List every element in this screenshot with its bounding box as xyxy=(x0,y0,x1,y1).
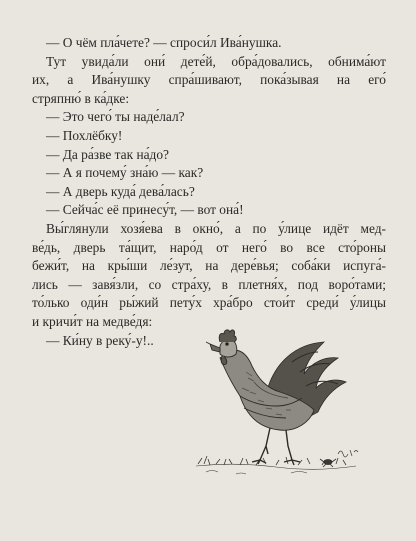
text-line: лись — завя́зли, со стра́ху, в плетня́х, под воро́тами; xyxy=(32,276,386,292)
beetle-sketch xyxy=(320,459,336,467)
text-line: ве́дь, дверь та́щит, наро́д от него́ во все сто́роны xyxy=(32,239,386,255)
rooster-illustration xyxy=(196,322,366,482)
text-line: стряпню́ в ка́дке: xyxy=(32,90,130,106)
text-line: то́лько оди́н ры́жий пету́х хра́бро стои́т среди́ у́лицы xyxy=(32,295,386,311)
text-line: — Да ра́зве так на́до? xyxy=(46,146,170,162)
ground-grass xyxy=(196,456,356,474)
text-line: Вы́глянули хозя́ева в окно́, а по у́лице идёт мед- xyxy=(46,220,386,236)
text-line: — А я почему́ зна́ю — как? xyxy=(46,165,204,181)
text-line: — Ки́ну в реку́-у!.. xyxy=(46,332,154,348)
text-line: Тут увида́ли они́ дете́й, обра́довались, обнима́ют xyxy=(46,53,386,69)
text-line: бежи́т, на кры́ши ле́зут, на дере́вья; соба́ки испуга́- xyxy=(32,258,386,274)
text-line: и кричи́т на медве́дя: xyxy=(32,313,153,329)
text-line: — Сейча́с её принесу́т, — вот она́! xyxy=(46,202,244,218)
text-line: их, а Ива́нушку спра́шивают, пока́зывая на его́ xyxy=(32,72,386,88)
page-text xyxy=(32,34,386,350)
text-line: — Это чего́ ты наде́лал? xyxy=(46,109,185,125)
artist-signature xyxy=(338,450,358,457)
rooster-legs xyxy=(252,428,300,465)
text-line: — Похлёбку! xyxy=(46,127,123,143)
text-line: — О чём пла́чете? — спроси́л Ива́нушка. xyxy=(46,35,282,50)
text-line: — А дверь куда́ дева́лась? xyxy=(46,183,195,199)
